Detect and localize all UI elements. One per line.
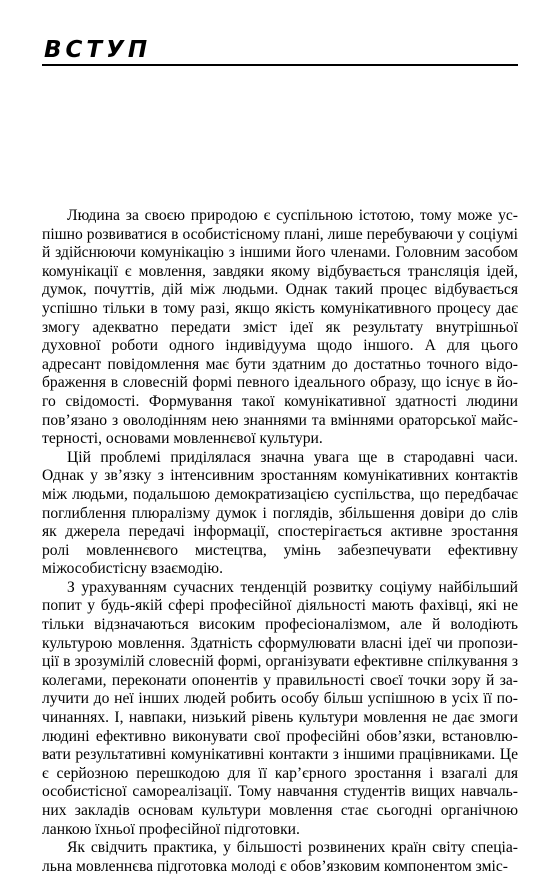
paragraph: Як свідчить практика, у більшості розвинених країн світу спеціальна мовленнєва підготовка молоді є обов’язковим компонентом зміс- bbox=[42, 839, 518, 875]
chapter-heading: ВСТУП bbox=[44, 37, 152, 63]
heading-rule bbox=[42, 64, 518, 66]
paragraph: З урахуванням сучасних тенденцій розвитку соціуму найбільший попит у будь-якій сфері професійної діяльності мають фахівці, які не тільки відзначаються високим професіоналізмом, але й володіють культурою мовлення. Здатність сформулювати власні ідеї чи пропозиції в зрозумілій словесній формі, організувати ефективне спілкування з колегами, переконати опонентів у правильності своєї точки зору й залучити до неї інших людей робить особу більш успішною в усіх її починаннях. І, навпаки, низький рівень культури мовлення не дає змоги людині ефективно виконувати свої професійні обов’язки, встановлювати результативні комунікативні контакти з іншими працівниками. Це є серйозною перешкодою для її кар’єрного зростання і взагалі для особистісної самореалізації. Тому навчання студентів вищих навчальних закладів основам культури мовлення стає сьогодні органічною ланкою їхньої професійної підготовки. bbox=[42, 578, 518, 838]
paragraph: Людина за своєю природою є суспільною істотою, тому може успішно розвиватися в особистісному плані, лише перебуваючи у соціумі й здійснюючи комунікацію з іншими його членами. Головним засобом комунікації є мовлення, завдяки якому відбувається трансляція ідей, думок, почуттів, дій між людьми. Однак такий процес відбувається успішно тільки в тому разі, якщо якість комунікативного процесу дає змогу адекватно передати зміст ідеї як результату внутрішньої духовної роботи одного індивідуума щодо іншого. А для цього адресант повідомлення має бути здатним до достатньо точного відображення в словесній формі певного ідеального образу, що існує в його свідомості. Формування такої комунікативної здатності людини пов’язано з оволодінням нею знаннями та вміннями ораторської майстерності, основами мовленнєвої культури. bbox=[42, 207, 518, 448]
body-text bbox=[42, 207, 518, 876]
paragraph: Цій проблемі приділялася значна увага ще в стародавні часи. Однак у зв’язку з інтенсивним зростанням комунікативних контактів між людьми, подальшою демократизацією суспільства, що передбачає поглиблення плюралізму думок і поглядів, збільшення довіри до слів як джерела передачі інформації, спостерігається активне зростання ролі мовленнєвого мистецтва, умінь забезпечувати ефективну міжособистісну взаємодію. bbox=[42, 448, 518, 578]
